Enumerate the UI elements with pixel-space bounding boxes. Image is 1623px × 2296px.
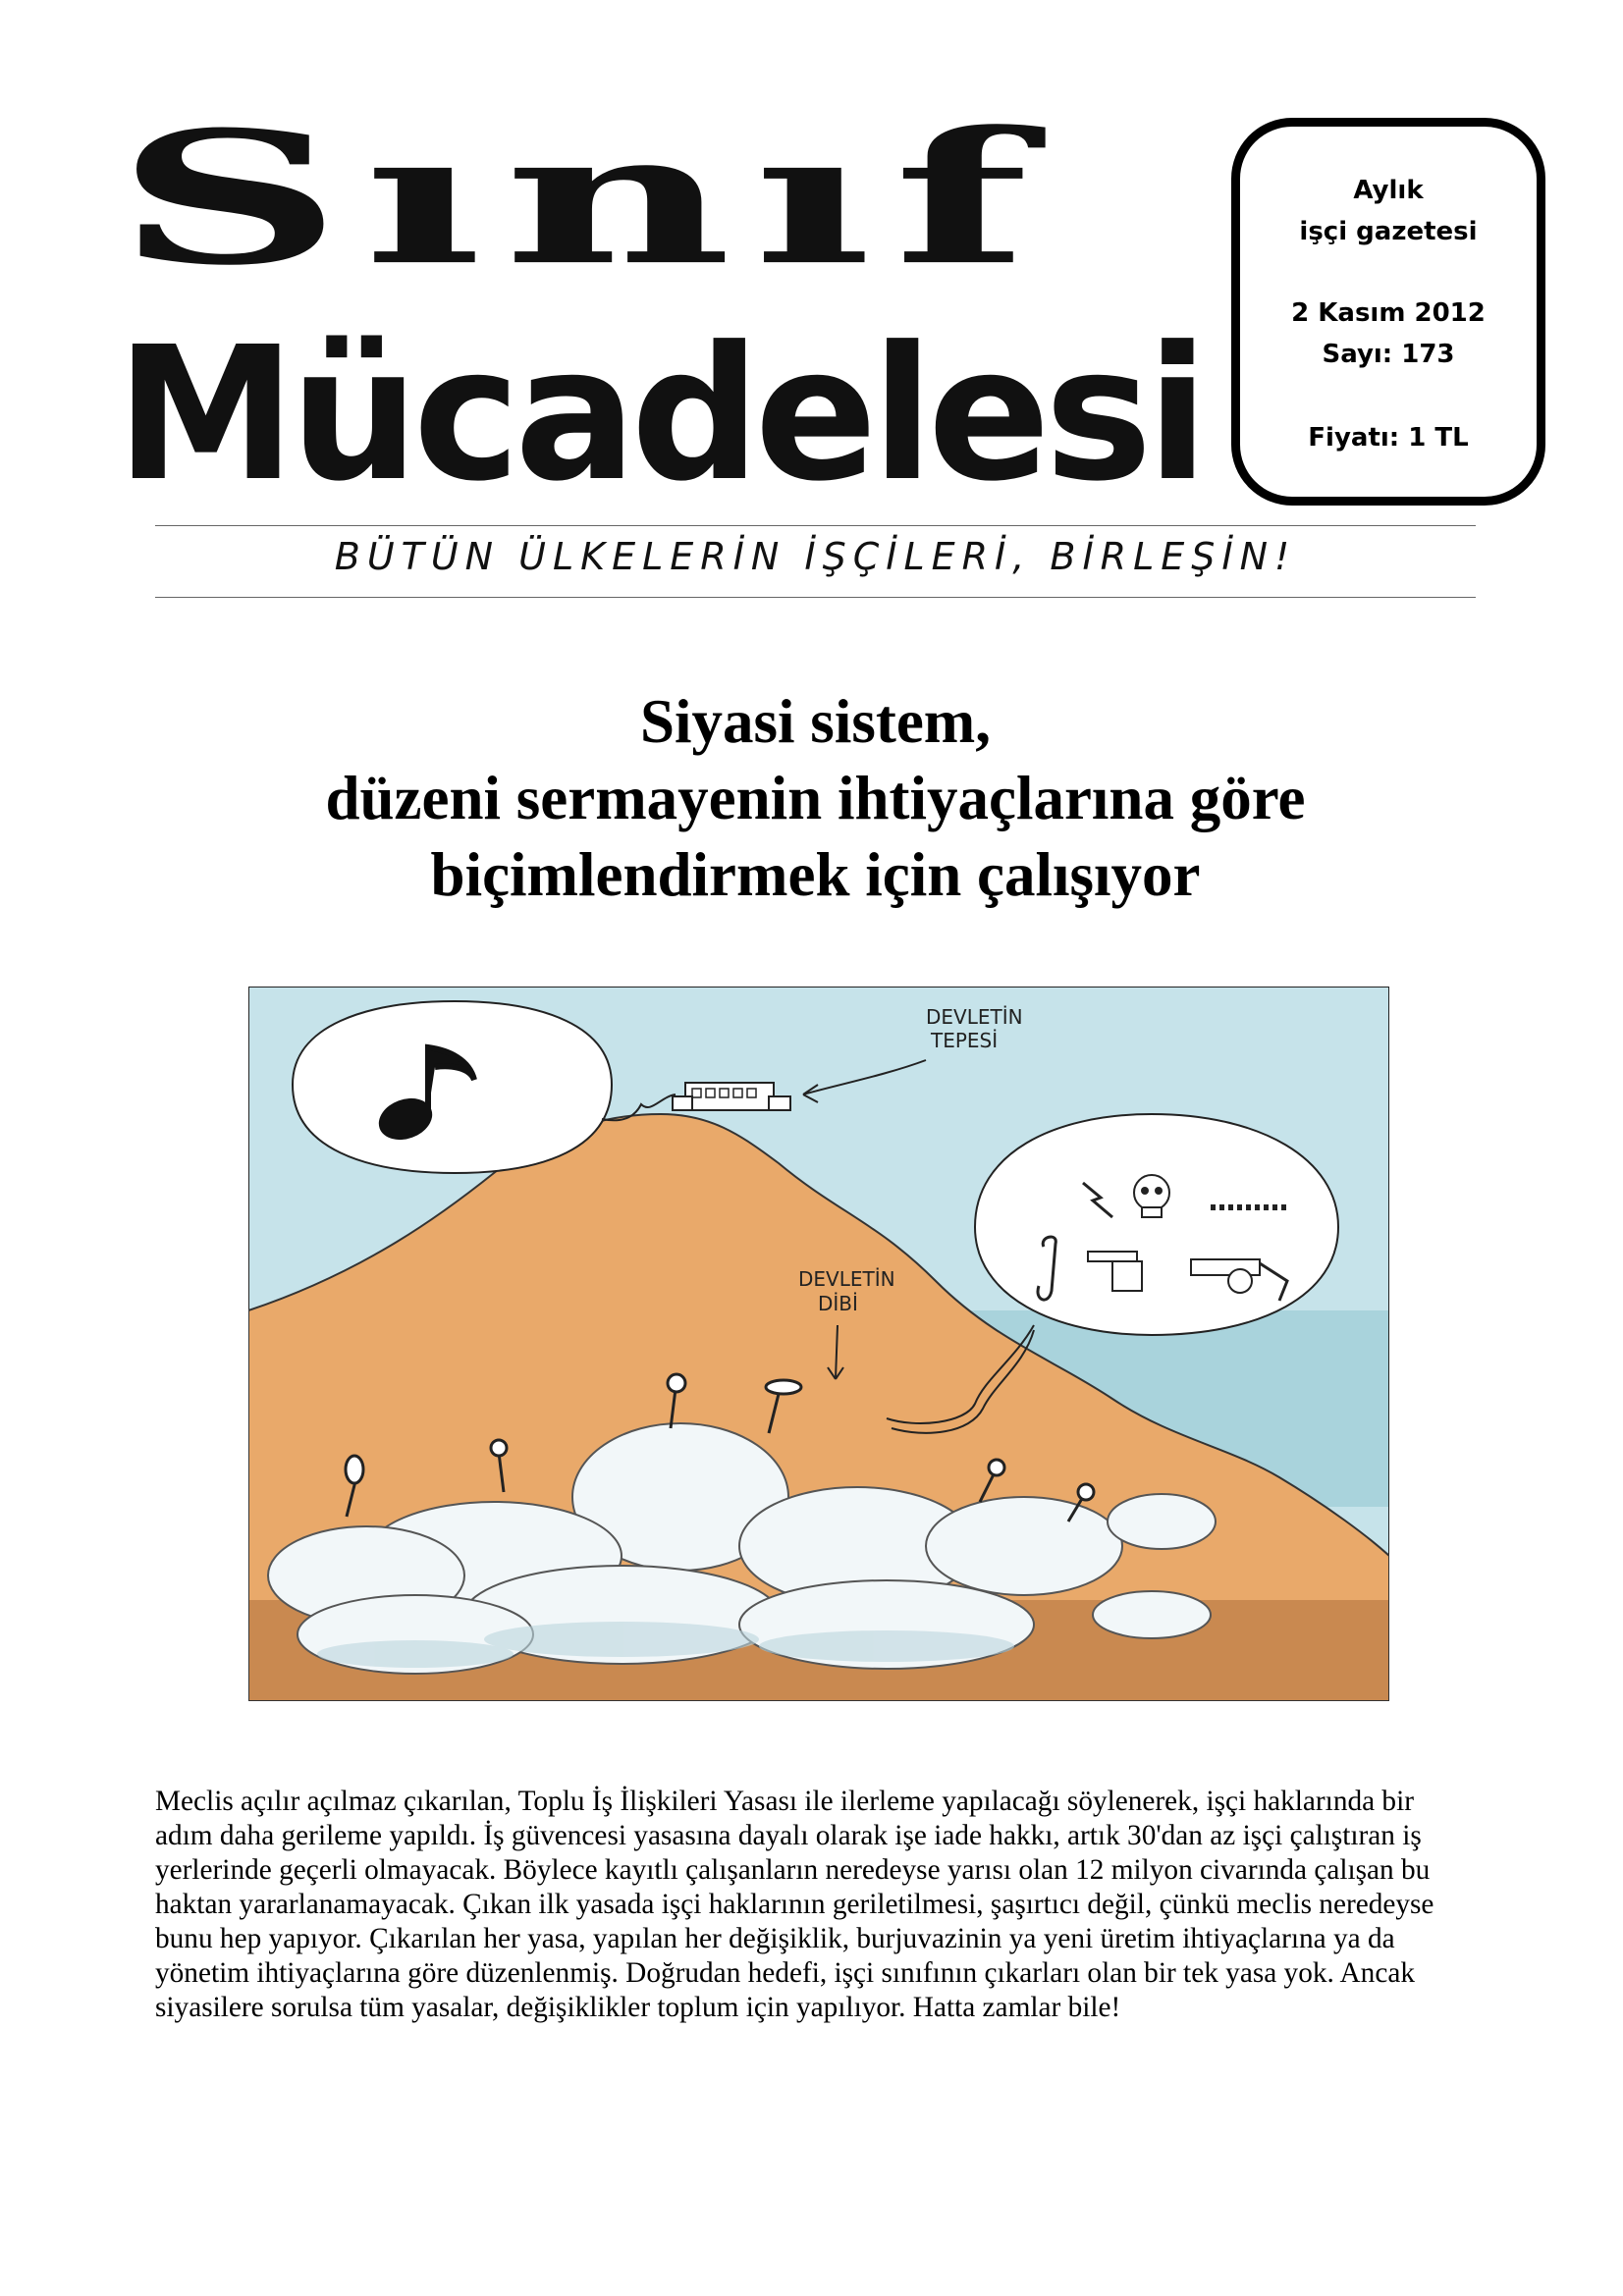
headline-line1: Siyasi sistem,: [639, 687, 992, 756]
label-state-top-2: TEPESİ: [931, 1029, 999, 1052]
motto: BÜTÜN ÜLKELERİN İŞÇİLERİ, BİRLEŞİN!: [334, 535, 1297, 578]
masthead-title-line1: Sınıf: [116, 91, 1051, 306]
issue-number: Sayı: 173: [1322, 340, 1455, 369]
masthead-logo: [116, 91, 1225, 522]
label-state-top-1: DEVLETİN: [926, 1005, 1023, 1029]
frequency-label: Aylık: [1353, 176, 1424, 205]
parliament-building: [673, 1083, 790, 1110]
masthead-title-line2: Mücadelesi: [116, 307, 1204, 522]
article-body: Meclis açılır açılmaz çıkarılan, Toplu İş İlişkileri Yasası ile ilerleme yapılacağı söylenerek, işçi haklarında bir adım daha gerileme yapıldı. İş güvencesi yasasına dayalı olarak işe iade hakkı, artık 30'dan az işçi çalıştıran iş yerlerinde geçerli olmayacak. Böylece kayıtlı çalışanların neredeyse yarısı olan 12 milyon civarında çalışan bu haktan yararlanamayacak. Çıkan ilk yasada işçi haklarının geriletilmesi, şaşırtıcı değil, çünkü meclis neredeyse bunu hep yapıyor. Çıkarılan her yasa, yapılan her değişiklik, burjuvazinin ya yeni üretim ihtiyaçlarına ya da yönetim ihtiyaçlarına göre düzenlenmiş. Doğrudan hedefi, işçi sınıfının çıkarları olan bir tek yasa yok. Ancak siyasilere sorulsa tüm yasalar, değişiklikler toplum için yapılıyor. Hatta zamlar bile!: [155, 1786, 1434, 2023]
issue-info-box: [1231, 118, 1545, 506]
headline-line3: biçimlendirmek için çalışıyor: [430, 840, 1201, 909]
price-label: Fiyatı: 1 TL: [1308, 423, 1469, 453]
motto-top-rule: [155, 525, 1476, 526]
motto-bottom-rule: [155, 597, 1476, 598]
label-state-bottom-1: DEVLETİN: [798, 1267, 895, 1291]
issue-date: 2 Kasım 2012: [1291, 298, 1486, 328]
label-state-bottom-2: DİBİ: [818, 1292, 858, 1315]
headline-line2: düzeni sermayenin ihtiyaçlarına göre: [325, 764, 1306, 832]
publication-type: işçi gazetesi: [1299, 217, 1478, 246]
headline: [155, 683, 1476, 913]
editorial-cartoon: [248, 987, 1389, 1701]
